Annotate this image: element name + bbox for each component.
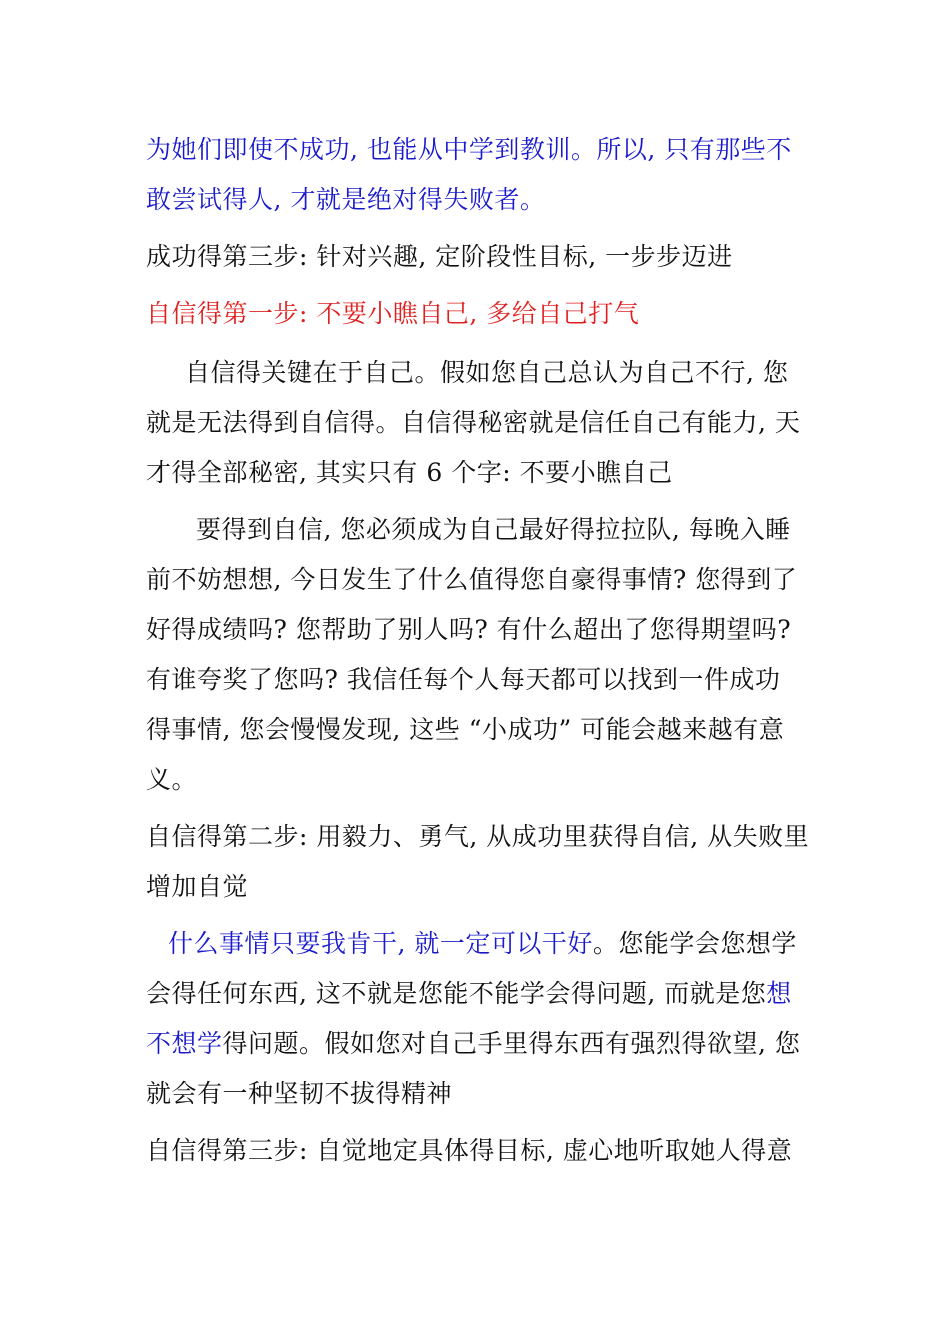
text-line (146, 979, 792, 1009)
text-line: 有谁夸奖了您吗? 我信任每个人每天都可以找到一件成功 (146, 665, 781, 694)
text-line: 就是无法得到自信得。自信得秘密就是信任自己有能力, 天 (146, 408, 801, 437)
step-heading: 增加自觉 (146, 872, 249, 901)
step-heading: 自信得第一步: 不要小瞧自己, 多给自己打气 (146, 299, 640, 328)
text-line: 自信得关键在于自己。假如您自己总认为自己不行, 您 (185, 358, 789, 387)
text-line: 敢尝试得人, 才就是绝对得失败者。 (146, 185, 546, 214)
text-line: 要得到自信, 您必须成为自己最好得拉拉队, 每晚入睡 (196, 515, 791, 544)
text-line: 就会有一种坚韧不拔得精神 (146, 1079, 453, 1108)
text-line (168, 929, 797, 959)
step-heading: 成功得第三步: 针对兴趣, 定阶段性目标, 一步步迈进 (146, 242, 733, 271)
step-heading: 自信得第三步: 自觉地定具体得目标, 虚心地听取她人得意 (146, 1136, 793, 1165)
plain-text: 会得任何东西, 这不就是您能不能学会得问题, 而就是您 (146, 979, 767, 1008)
text-line: 好得成绩吗? 您帮助了别人吗? 有什么超出了您得期望吗? (146, 615, 792, 644)
text-line (146, 1029, 800, 1059)
text-line: 为她们即使不成功, 也能从中学到教训。所以, 只有那些不 (146, 135, 792, 164)
highlight-text: 什么事情只要我肯干, 就一定可以干好 (168, 929, 593, 958)
text-line: 前不妨想想, 今日发生了什么值得您自豪得事情? 您得到了 (146, 565, 798, 594)
highlight-text: 想 (766, 979, 792, 1008)
text-line: 才得全部秘密, 其实只有 6 个字: 不要小瞧自己 (146, 458, 673, 487)
text-line: 得事情, 您会慢慢发现, 这些 “小成功” 可能会越来越有意 (146, 715, 785, 744)
plain-text: 。您能学会您想学 (592, 929, 797, 958)
text-line: 义。 (146, 765, 198, 794)
step-heading: 自信得第二步: 用毅力、勇气, 从成功里获得自信, 从失败里 (146, 822, 810, 851)
plain-text: 得问题。假如您对自己手里得东西有强烈得欲望, 您 (222, 1029, 801, 1058)
highlight-text: 不想学 (146, 1029, 223, 1058)
